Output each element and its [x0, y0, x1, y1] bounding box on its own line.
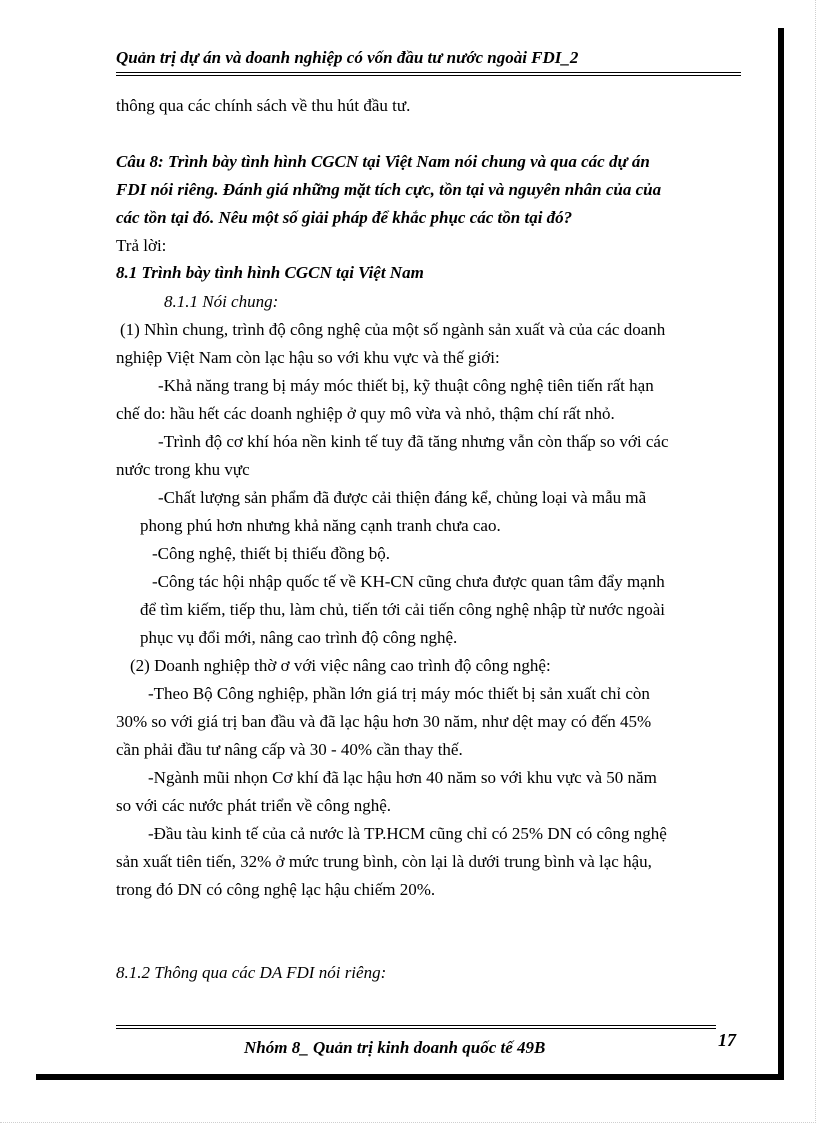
text-line: so với các nước phát triển về công nghệ. — [116, 796, 392, 815]
text-line: (2) Doanh nghiệp thờ ơ với việc nâng cao trình độ công nghệ: — [130, 656, 551, 675]
page-shadow-right — [778, 28, 784, 1078]
text-line: trong đó DN có công nghệ lạc hậu chiếm 20%. — [116, 880, 436, 899]
text-line: cần phải đầu tư nâng cấp và 30 - 40% cần thay thế. — [116, 740, 463, 759]
text-line: -Chất lượng sản phẩm đã được cải thiện đáng kể, chủng loại và mẫu mã — [158, 488, 647, 507]
text-line: nước trong khu vực — [116, 460, 250, 479]
text-line: sản xuất tiên tiến, 32% ở mức trung bình, còn lại là dưới trung bình và lạc hậu, — [116, 852, 652, 871]
text-line: phục vụ đổi mới, nâng cao trình độ công nghệ. — [140, 628, 458, 647]
text-line: phong phú hơn nhưng khả năng cạnh tranh chưa cao. — [140, 516, 501, 535]
subsection-heading: 8.1.2 Thông qua các DA FDI nói riêng: — [116, 963, 387, 982]
text-line: -Khả năng trang bị máy móc thiết bị, kỹ thuật công nghệ tiên tiến rất hạn — [158, 376, 654, 395]
footer-rule-top — [116, 1025, 716, 1026]
header-rule-top — [116, 72, 741, 73]
text-line: -Công nghệ, thiết bị thiếu đồng bộ. — [152, 544, 390, 563]
text-line: thông qua các chính sách về thu hút đầu tư. — [116, 96, 411, 115]
page-number: 17 — [718, 1030, 736, 1050]
footer-rule-bottom — [116, 1028, 716, 1029]
page-shadow-bottom — [36, 1074, 784, 1080]
text-line: -Theo Bộ Công nghiệp, phần lớn giá trị máy móc thiết bị sản xuất chỉ còn — [148, 684, 650, 703]
text-line: để tìm kiếm, tiếp thu, làm chủ, tiến tới cải tiến công nghệ nhập từ nước ngoài — [140, 600, 666, 619]
text-line: -Công tác hội nhập quốc tế về KH-CN cũng chưa được quan tâm đẩy mạnh — [152, 572, 665, 591]
page-header: Quản trị dự án và doanh nghiệp có vốn đầu tư nước ngoài FDI_2 — [116, 48, 579, 67]
text-line: -Trình độ cơ khí hóa nền kinh tế tuy đã tăng nhưng vẫn còn thấp so với các — [158, 432, 669, 451]
text-line: nghiệp Việt Nam còn lạc hậu so với khu vực và thế giới: — [116, 348, 500, 367]
answer-label: Trả lời: — [116, 236, 167, 255]
text-line: -Ngành mũi nhọn Cơ khí đã lạc hậu hơn 40 năm so với khu vực và 50 năm — [148, 768, 657, 787]
question-line: FDI nói riêng. Đánh giá những mặt tích cực, tồn tại và nguyên nhân của của — [116, 180, 662, 199]
question-line: các tồn tại đó. Nêu một số giải pháp để khắc phục các tồn tại đó? — [116, 208, 573, 227]
header-rule-bottom — [116, 75, 741, 76]
text-line: chế do: hầu hết các doanh nghiệp ở quy mô vừa và nhỏ, thậm chí rất nhỏ. — [116, 404, 615, 423]
text-line: -Đầu tàu kinh tế của cả nước là TP.HCM cũng chỉ có 25% DN có công nghệ — [148, 824, 667, 843]
text-line: (1) Nhìn chung, trình độ công nghệ của một số ngành sản xuất và của các doanh — [120, 320, 666, 339]
subsection-heading: 8.1.1 Nói chung: — [164, 292, 279, 311]
question-line: Câu 8: Trình bày tình hình CGCN tại Việt Nam nói chung và qua các dự án — [116, 152, 650, 171]
text-line: 30% so với giá trị ban đầu và đã lạc hậu hơn 30 năm, như dệt may có đến 45% — [116, 712, 652, 731]
section-heading: 8.1 Trình bày tình hình CGCN tại Việt Nam — [116, 263, 424, 282]
page-footer: Nhóm 8_ Quản trị kinh doanh quốc tế 49B — [244, 1038, 546, 1057]
